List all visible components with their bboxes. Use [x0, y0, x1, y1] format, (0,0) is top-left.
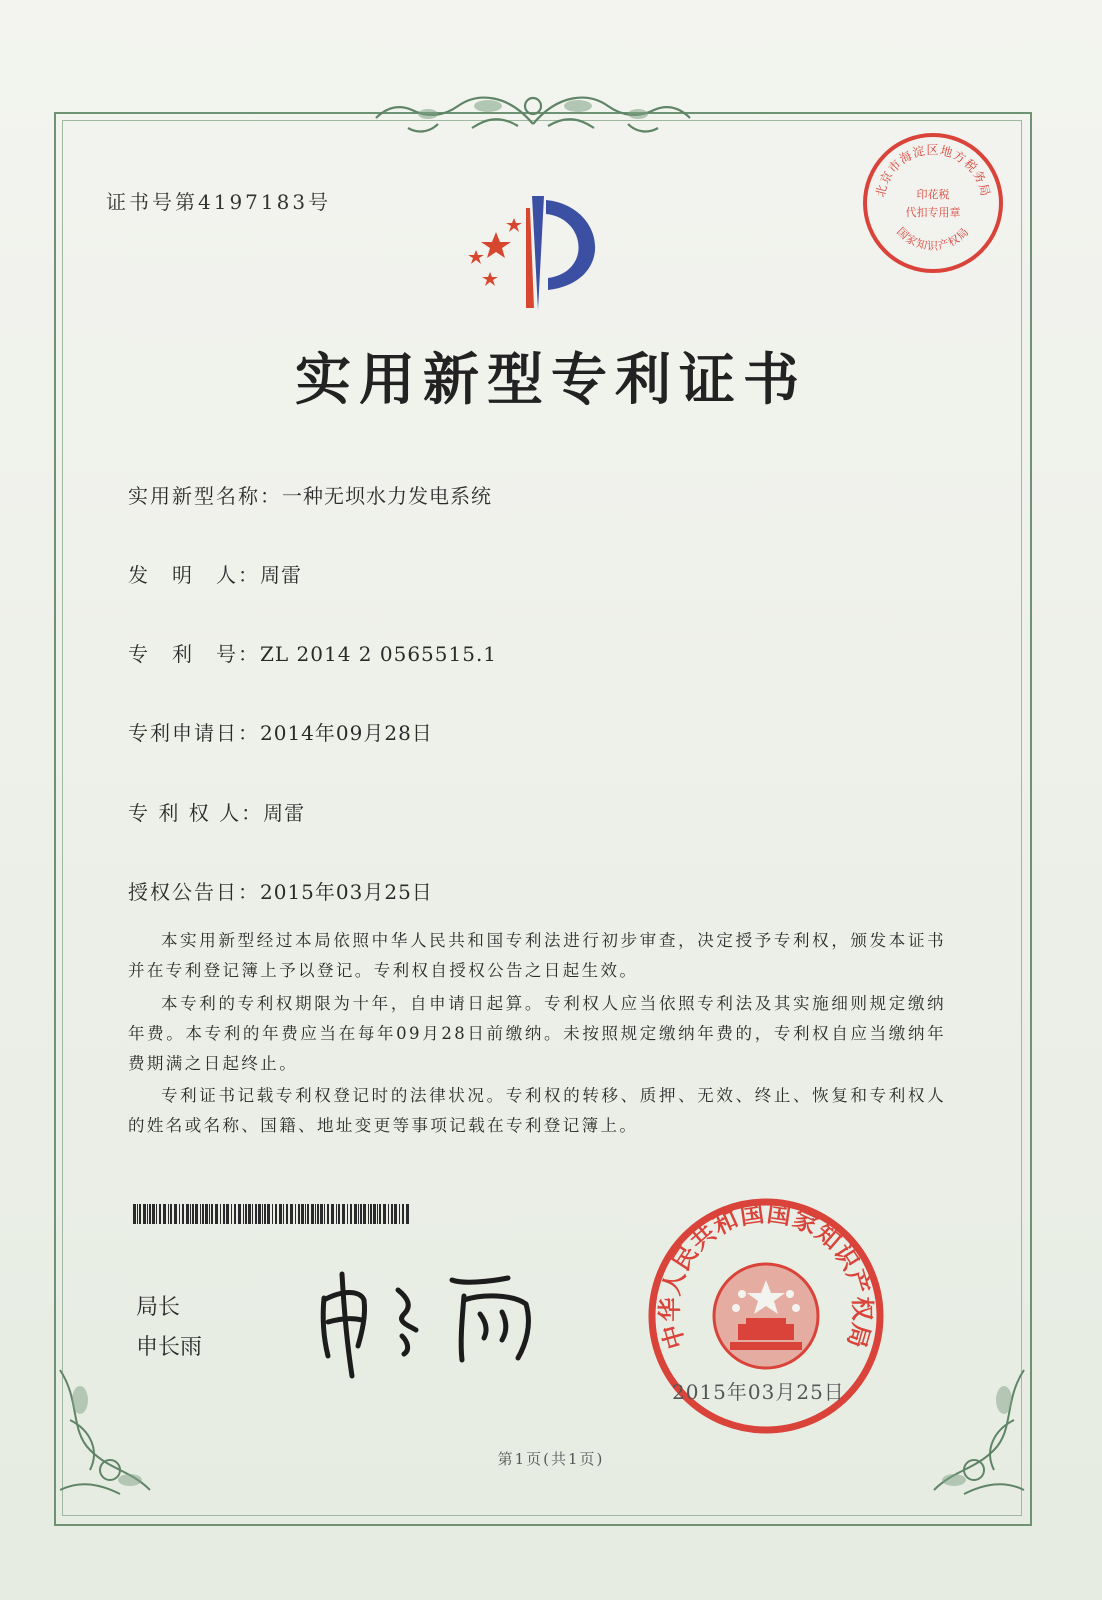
barcode-bar — [262, 1204, 263, 1224]
barcode-bar — [238, 1204, 241, 1224]
field-value: 2014年09月28日 — [260, 721, 433, 745]
barcode-bar — [264, 1204, 266, 1224]
barcode-bar — [147, 1204, 148, 1224]
barcode-bar — [342, 1204, 345, 1224]
barcode-bar — [324, 1204, 325, 1224]
barcode-bar — [220, 1204, 221, 1224]
barcode-bar — [377, 1204, 378, 1224]
barcode-bar — [307, 1204, 309, 1224]
tax-stamp-line-1: 印花税 — [916, 188, 950, 201]
field-value: 2015年03月25日 — [260, 880, 433, 904]
certificate-number: 证书号第4197183号 — [106, 190, 332, 214]
barcode-bar — [311, 1204, 314, 1224]
barcode-bar — [298, 1204, 300, 1224]
barcode-bar — [211, 1204, 213, 1224]
barcode-bar — [248, 1204, 251, 1224]
barcode-bar — [143, 1204, 146, 1224]
field-inventor — [128, 559, 302, 588]
field-label: 专 利 号： — [128, 642, 260, 666]
barcode-bar — [223, 1204, 225, 1224]
barcode-icon — [133, 1204, 411, 1224]
field-value: ZL 2014 2 0565515.1 — [260, 642, 498, 666]
field-label: 专利申请日： — [128, 721, 260, 745]
barcode-bar — [133, 1204, 136, 1224]
barcode-bar — [192, 1204, 194, 1224]
national-emblem-icon — [714, 1264, 818, 1368]
barcode-bar — [388, 1204, 389, 1224]
field-patent-number — [128, 638, 497, 667]
barcode-bar — [215, 1204, 218, 1224]
field-label: 专 利 权 人： — [128, 801, 264, 825]
field-utility-model-name — [128, 480, 492, 509]
barcode-bar — [152, 1204, 155, 1224]
director-title: 局长 — [136, 1295, 181, 1320]
barcode-bar — [331, 1204, 334, 1224]
barcode-bar — [139, 1204, 141, 1224]
barcode-bar — [301, 1204, 304, 1224]
barcode-bar — [255, 1204, 257, 1224]
barcode-bar — [159, 1204, 161, 1224]
barcode-bar — [358, 1204, 359, 1224]
tax-stamp-line-2: 代扣专用章 — [905, 206, 961, 219]
barcode-bar — [226, 1204, 229, 1224]
tax-stamp-bottom-text: 国家知识产权局 — [894, 224, 972, 253]
barcode-bar — [317, 1204, 319, 1224]
barcode-bar — [137, 1204, 138, 1224]
bottom-right-ornament-icon — [924, 1360, 1034, 1500]
barcode-bar — [283, 1204, 284, 1224]
svg-text:国家知识产权局 — [894, 225, 972, 253]
patent-office-logo-icon — [456, 192, 626, 320]
barcode-bar — [243, 1204, 244, 1224]
barcode-bar — [186, 1204, 189, 1224]
top-ornament-icon — [368, 84, 698, 140]
barcode-bar — [252, 1204, 253, 1224]
barcode-bar — [179, 1204, 180, 1224]
barcode-bar — [202, 1204, 204, 1224]
barcode-bar — [373, 1204, 376, 1224]
barcode-bar — [209, 1204, 210, 1224]
barcode-bar — [231, 1204, 232, 1224]
barcode-bar — [272, 1204, 273, 1224]
barcode-bar — [195, 1204, 198, 1224]
barcode-bar — [320, 1204, 323, 1224]
barcode-bar — [305, 1204, 306, 1224]
seal-date: 2015年03月25日 — [672, 1380, 845, 1404]
barcode-bar — [354, 1204, 357, 1224]
bottom-left-ornament-icon — [50, 1360, 160, 1500]
barcode-bar — [391, 1204, 393, 1224]
field-value: 周雷 — [263, 801, 306, 825]
barcode-bar — [295, 1204, 296, 1224]
director-signature-icon — [312, 1260, 552, 1380]
barcode-bar — [279, 1204, 282, 1224]
barcode-bar — [327, 1204, 329, 1224]
barcode-bar — [338, 1204, 340, 1224]
barcode-bar — [258, 1204, 261, 1224]
barcode-bar — [200, 1204, 201, 1224]
barcode-bar — [205, 1204, 208, 1224]
barcode-bar — [245, 1204, 247, 1224]
tax-stamp-ring-text: 北京市海淀区地方税务局 — [873, 143, 993, 199]
field-grant-date — [128, 876, 433, 905]
barcode-bar — [267, 1204, 270, 1224]
barcode-bar — [168, 1204, 169, 1224]
barcode-bar — [368, 1204, 369, 1224]
barcode-bar — [350, 1204, 352, 1224]
field-label: 授权公告日： — [128, 880, 260, 904]
barcode-bar — [383, 1204, 386, 1224]
barcode-bar — [336, 1204, 337, 1224]
barcode-bar — [290, 1204, 293, 1224]
field-label: 发 明 人： — [128, 563, 260, 587]
barcode-bar — [286, 1204, 288, 1224]
barcode-bar — [363, 1204, 366, 1224]
barcode-bar — [190, 1204, 191, 1224]
field-application-date — [128, 717, 433, 746]
barcode-bar — [182, 1204, 184, 1224]
page-number: 第1页(共1页) — [497, 1450, 605, 1468]
barcode-bar — [370, 1204, 372, 1224]
seal-ring-text: 中华人民共和国国家知识产权局 — [655, 1199, 877, 1352]
barcode-bar — [234, 1204, 236, 1224]
paragraph-term: 本专利的专利权期限为十年，自申请日起算。专利权人应当依照专利法及其实施细则规定缴纳年费。本专利的年费应当在每年09月28日前缴纳。未按照规定缴纳年费的，专利权自应当缴纳年费期满之日起终止。 — [128, 994, 946, 1073]
field-value: 一种无坝水力发电系统 — [282, 484, 492, 508]
barcode-bar — [275, 1204, 277, 1224]
field-value: 周雷 — [260, 563, 302, 587]
barcode-bar — [315, 1204, 316, 1224]
director-name: 申长雨 — [136, 1335, 203, 1360]
field-patentee — [128, 797, 305, 826]
barcode-bar — [402, 1204, 404, 1224]
certificate-title: 实用新型专利证书 — [295, 348, 807, 413]
barcode-bar — [156, 1204, 157, 1224]
barcode-bar — [170, 1204, 172, 1224]
field-label: 实用新型名称： — [128, 484, 282, 508]
tax-bureau-stamp — [860, 130, 1006, 276]
barcode-bar — [163, 1204, 166, 1224]
barcode-bar — [149, 1204, 151, 1224]
barcode-bar — [379, 1204, 381, 1224]
paragraph-legal-status: 专利证书记载专利权登记时的法律状况。专利权的转移、质押、无效、终止、恢复和专利权人的姓名或名称、国籍、地址变更等事项记载在专利登记簿上。 — [128, 1086, 946, 1135]
barcode-bar — [174, 1204, 177, 1224]
paragraph-grant: 本实用新型经过本局依照中华人民共和国专利法进行初步审查，决定授予专利权，颁发本证书并在专利登记簿上予以登记。专利权自授权公告之日起生效。 — [128, 931, 946, 980]
barcode-bar — [399, 1204, 400, 1224]
barcode-bar — [406, 1204, 409, 1224]
barcode-bar — [347, 1204, 348, 1224]
barcode-bar — [360, 1204, 362, 1224]
barcode-bar — [394, 1204, 397, 1224]
